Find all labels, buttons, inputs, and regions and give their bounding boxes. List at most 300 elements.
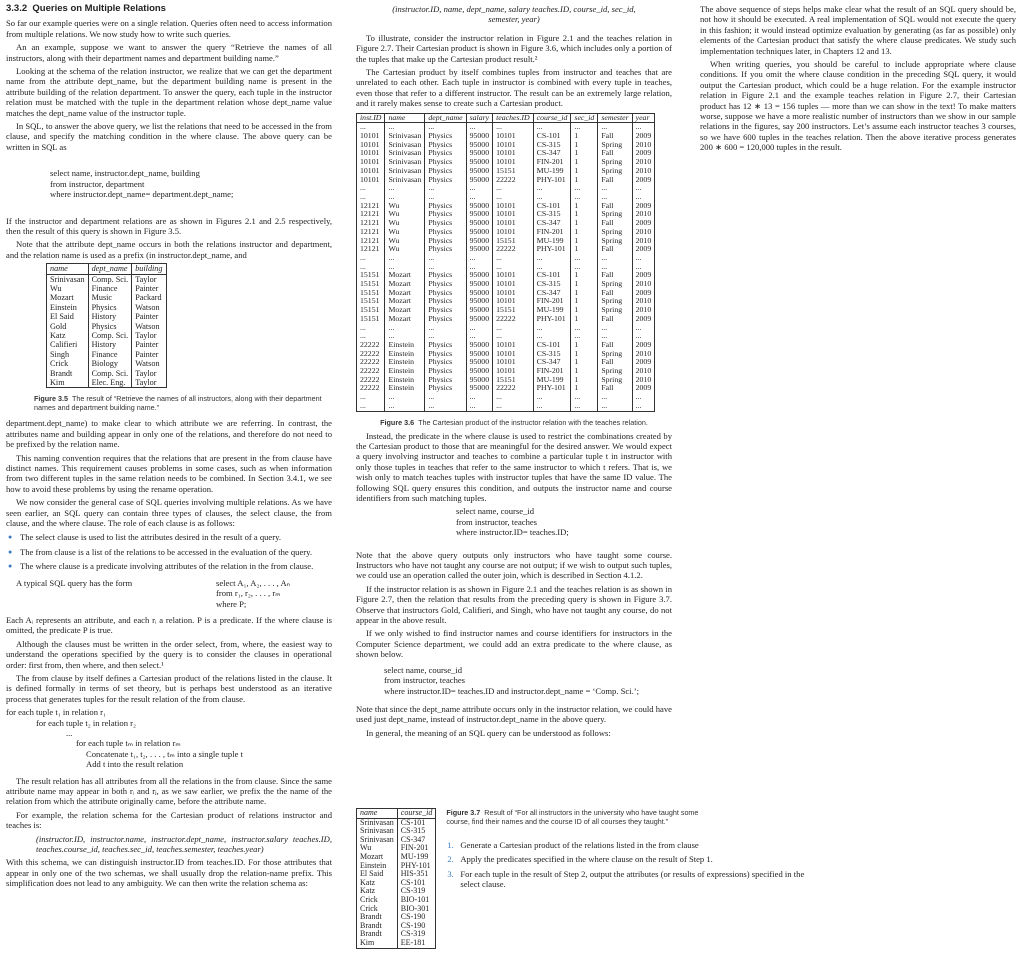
sql-query xyxy=(356,506,672,537)
code-line: from r₁, r₂, . . . , rₘ xyxy=(216,588,281,599)
table-cell: 2010 xyxy=(632,237,655,246)
table-cell: Painter xyxy=(132,284,166,293)
table-cell: ... xyxy=(598,402,632,411)
table-cell: 95000 xyxy=(466,219,493,228)
table-cell: 15151 xyxy=(357,315,385,324)
table-cell: 15151 xyxy=(357,297,385,306)
list-item: 2. Apply the predicates specified in the where clause on the result of Step 1. xyxy=(447,854,713,865)
table-cell: Einstein xyxy=(385,341,425,350)
table-cell: 1 xyxy=(571,384,598,393)
table-cell: ... xyxy=(533,402,571,411)
table-cell: Fall xyxy=(598,315,632,324)
table-cell: 1 xyxy=(571,271,598,280)
paragraph: department.dept_name) to make clear to which attribute we are referring. In contrast, the attributes name and building appear in only one of the relations, and therefore do not need to be prefixed by the relation name. xyxy=(6,418,332,450)
table-cell: Taylor xyxy=(132,331,166,340)
table-cell: ... xyxy=(632,193,655,202)
code-line: Concatenate t₁, t₂, . . . , tₘ into a single tuple t xyxy=(86,748,243,759)
figure-3-5 xyxy=(6,263,332,388)
table-cell: Spring xyxy=(598,158,632,167)
table-cell: Spring xyxy=(598,237,632,246)
table-cell: Biology xyxy=(88,359,132,368)
paragraph: Note that the above query outputs only instructors who have taught some course. Instructors who have not taught any course are not output; if we wish to output such tuples, we could use an operation called the outer join, which is described in Section 4.1.2. xyxy=(356,549,672,581)
table-cell: ... xyxy=(357,184,385,193)
table-cell: Spring xyxy=(598,280,632,289)
table-row xyxy=(357,393,655,402)
table-cell: Katz xyxy=(357,887,398,896)
table-cell: ... xyxy=(466,263,493,272)
table-cell: Physics xyxy=(425,158,466,167)
table-row xyxy=(47,378,167,388)
table-cell: ... xyxy=(598,254,632,263)
table-cell: Packard xyxy=(132,293,166,302)
table-cell: Einstein xyxy=(47,303,89,312)
table-cell: 2009 xyxy=(632,289,655,298)
table-cell: Wu xyxy=(385,228,425,237)
table-row xyxy=(47,322,167,331)
table-cell: 10101 xyxy=(493,280,534,289)
table-row xyxy=(47,369,167,378)
table-row xyxy=(47,331,167,340)
table-cell: FIN-201 xyxy=(533,158,571,167)
table-cell: 95000 xyxy=(466,167,493,176)
table-cell: Wu xyxy=(385,245,425,254)
table-cell: 2010 xyxy=(632,228,655,237)
table-cell: ... xyxy=(357,332,385,341)
figure-3-7-caption: Figure 3.7 Result of “For all instructors in the university who have taught some course, find their names and the course ID of all courses they taught.” xyxy=(446,808,699,826)
table-cell: Physics xyxy=(425,367,466,376)
code-line: select name, instructor.dept_name, building xyxy=(50,168,200,179)
table-cell: Srinivasan xyxy=(385,167,425,176)
table-cell: ... xyxy=(533,123,571,132)
iterative-process xyxy=(6,707,332,769)
table-cell: 1 xyxy=(571,132,598,141)
code-line: for each tuple t₁ in relation r₁ xyxy=(6,707,107,718)
column-header: dept_name xyxy=(425,113,466,123)
table-cell: Physics xyxy=(425,202,466,211)
table-cell: Spring xyxy=(598,167,632,176)
table-cell: BIO-101 xyxy=(397,896,436,905)
table-cell: ... xyxy=(598,393,632,402)
table-cell: ... xyxy=(425,123,466,132)
column-header: course_id xyxy=(533,113,571,123)
table-cell: 10101 xyxy=(357,167,385,176)
table-cell: 1 xyxy=(571,149,598,158)
table-cell: Einstein xyxy=(385,350,425,359)
table-cell: 10101 xyxy=(493,341,534,350)
table-cell: Physics xyxy=(425,341,466,350)
table-cell: 95000 xyxy=(466,210,493,219)
table-cell: 95000 xyxy=(466,315,493,324)
table-cell: CS-101 xyxy=(533,202,571,211)
table-cell: Spring xyxy=(598,141,632,150)
table-cell: ... xyxy=(493,254,534,263)
table-cell: 1 xyxy=(571,315,598,324)
table-cell: Katz xyxy=(47,331,89,340)
table-cell: 95000 xyxy=(466,376,493,385)
table-cell: 10101 xyxy=(493,202,534,211)
paragraph: Each Aᵢ represents an attribute, and each rᵢ a relation. P is a predicate. If the where clause is omitted, the predicate P is true. xyxy=(6,614,332,636)
table-cell: ... xyxy=(571,402,598,411)
code-line: where instructor.ID= teaches.ID; xyxy=(456,527,569,538)
table-cell: Mozart xyxy=(385,289,425,298)
table-cell: Physics xyxy=(425,271,466,280)
table-cell: 2009 xyxy=(632,341,655,350)
table-cell: CS-101 xyxy=(533,132,571,141)
table-cell: 22222 xyxy=(493,176,534,185)
paragraph: With this schema, we can distinguish instructor.ID from teaches.ID. For those attributes that appear in only one of the two schemas, we shall usually drop the relation-name prefix. This simplification does not lead to any ambiguity. We can then write the relation schema as: xyxy=(6,857,332,889)
table-cell: ... xyxy=(493,263,534,272)
code-line: where instructor.ID= teaches.ID and instructor.dept_name = ‘Comp. Sci.’; xyxy=(384,685,640,696)
table-cell: Einstein xyxy=(385,384,425,393)
table-cell: Comp. Sci. xyxy=(88,331,132,340)
table-cell: Mozart xyxy=(47,293,89,302)
table-cell: Mozart xyxy=(385,315,425,324)
table-row xyxy=(47,284,167,293)
paragraph: The result relation has all attributes from all the relations in the from clause. Since the same attribute name may appear in both rᵢ and rⱼ, as we saw earlier, we prefix the the name of the relation from which the attribute originally came, before the attribute name. xyxy=(6,775,332,807)
figure-3-5-table xyxy=(46,263,167,388)
table-cell: CS-315 xyxy=(533,350,571,359)
paragraph: The Cartesian product by itself combines tuples from instructor and teaches that are unrelated to each other. Each tuple in instructor is combined with every tuple in teaches, even those that refer to a different instructor. The result can be an extremely large relation, and it rarely makes sense to create such a Cartesian product. xyxy=(356,67,672,109)
table-row xyxy=(47,274,167,284)
table-cell: 2010 xyxy=(632,210,655,219)
code-line: select name, course_id xyxy=(384,664,463,675)
column-middle xyxy=(356,4,672,741)
code-line: from instructor, department xyxy=(50,178,145,189)
table-cell: 10101 xyxy=(493,297,534,306)
table-cell: 95000 xyxy=(466,176,493,185)
table-cell: ... xyxy=(493,123,534,132)
table-cell: 22222 xyxy=(357,350,385,359)
table-cell: 1 xyxy=(571,341,598,350)
table-cell: Fall xyxy=(598,271,632,280)
table-cell: Kim xyxy=(47,378,89,388)
table-cell: 12121 xyxy=(357,202,385,211)
table-cell: ... xyxy=(632,123,655,132)
table-cell: 95000 xyxy=(466,245,493,254)
table-cell: ... xyxy=(493,184,534,193)
table-cell: Mozart xyxy=(385,297,425,306)
table-cell: PHY-101 xyxy=(397,862,436,871)
table-cell: Brandt xyxy=(47,369,89,378)
column-right xyxy=(700,4,1016,156)
table-cell: 1 xyxy=(571,219,598,228)
table-cell: Srinivasan xyxy=(357,836,398,845)
table-cell: ... xyxy=(466,184,493,193)
table-cell: Srinivasan xyxy=(47,274,89,284)
table-cell: CS-101 xyxy=(397,879,436,888)
table-row xyxy=(357,184,655,193)
table-cell: Kim xyxy=(357,939,398,948)
table-cell: Physics xyxy=(425,219,466,228)
table-cell: MU-199 xyxy=(533,306,571,315)
table-cell: Fall xyxy=(598,358,632,367)
table-cell: 95000 xyxy=(466,289,493,298)
table-cell: Srinivasan xyxy=(357,827,398,836)
table-cell: PHY-101 xyxy=(533,245,571,254)
table-cell: Physics xyxy=(425,384,466,393)
table-cell: Physics xyxy=(425,376,466,385)
table-cell: Physics xyxy=(425,141,466,150)
table-cell: 12121 xyxy=(357,245,385,254)
table-cell: CS-347 xyxy=(533,358,571,367)
table-cell: 95000 xyxy=(466,228,493,237)
table-cell: Crick xyxy=(47,359,89,368)
code-line: Add t into the result relation xyxy=(86,759,184,770)
table-cell: ... xyxy=(493,193,534,202)
table-cell: 1 xyxy=(571,376,598,385)
table-cell: MU-199 xyxy=(533,237,571,246)
paragraph: Looking at the schema of the relation instructor, we realize that we can get the department name from the attribute dept_name, but the department building name is present in the attribute building of the relation department. To answer the query, each tuple in the instructor relation must be matched with the tuple in the department relation whose dept_name value matches the dept_name value of the instructor tuple. xyxy=(6,66,332,118)
code-line: for each tuple tₘ in relation rₘ xyxy=(76,738,181,749)
table-cell: Fall xyxy=(598,289,632,298)
code-line: select A₁, A₂, . . . , Aₙ xyxy=(216,577,291,588)
table-cell: Taylor xyxy=(132,378,166,388)
table-cell: ... xyxy=(385,263,425,272)
table-cell: ... xyxy=(632,254,655,263)
column-header: name xyxy=(47,264,89,274)
table-cell: 10101 xyxy=(493,271,534,280)
table-cell: 2009 xyxy=(632,132,655,141)
figure-3-6-table xyxy=(356,113,655,412)
table-cell: ... xyxy=(571,393,598,402)
table-cell: PHY-101 xyxy=(533,315,571,324)
table-cell: ... xyxy=(571,324,598,333)
table-cell: Spring xyxy=(598,297,632,306)
table-cell: ... xyxy=(385,332,425,341)
table-cell: 1 xyxy=(571,228,598,237)
table-cell: Wu xyxy=(385,237,425,246)
table-row xyxy=(47,312,167,321)
table-cell: Fall xyxy=(598,202,632,211)
table-cell: Painter xyxy=(132,312,166,321)
table-cell: ... xyxy=(466,254,493,263)
table-cell: 10101 xyxy=(493,367,534,376)
paragraph: If we only wished to find instructor names and course identifiers for instructors in the Computer Science department, we could add an extra predicate to the where clause, as shown below. xyxy=(356,628,672,660)
table-cell: 10101 xyxy=(493,219,534,228)
table-cell: Physics xyxy=(88,303,132,312)
table-cell: Srinivasan xyxy=(385,176,425,185)
table-row xyxy=(357,384,655,393)
table-row xyxy=(357,245,655,254)
table-cell: ... xyxy=(598,193,632,202)
table-cell: ... xyxy=(466,193,493,202)
table-cell: 2009 xyxy=(632,315,655,324)
table-cell: 2009 xyxy=(632,202,655,211)
table-cell: 1 xyxy=(571,237,598,246)
table-cell: 15151 xyxy=(357,306,385,315)
table-cell: 22222 xyxy=(357,358,385,367)
table-cell: ... xyxy=(598,324,632,333)
table-cell: ... xyxy=(533,324,571,333)
table-cell: 15151 xyxy=(493,306,534,315)
table-cell: 1 xyxy=(571,202,598,211)
table-cell: ... xyxy=(466,324,493,333)
table-cell: ... xyxy=(425,254,466,263)
table-cell: Physics xyxy=(425,315,466,324)
table-cell: 10101 xyxy=(357,141,385,150)
table-cell: El Said xyxy=(47,312,89,321)
table-row xyxy=(47,350,167,359)
table-cell: 22222 xyxy=(357,384,385,393)
table-row xyxy=(357,176,655,185)
paragraph: Note that since the dept_name attribute occurs only in the instructor relation, we could have used just dept_name, instead of instructor.dept_name in the above query. xyxy=(356,703,672,725)
table-cell: Physics xyxy=(425,149,466,158)
table-cell: 15151 xyxy=(357,271,385,280)
table-cell: Wu xyxy=(357,844,398,853)
table-cell: ... xyxy=(357,254,385,263)
steps-list xyxy=(446,840,810,890)
table-cell: 95000 xyxy=(466,280,493,289)
column-header: year xyxy=(632,113,655,123)
table-cell: ... xyxy=(357,324,385,333)
table-cell: Gold xyxy=(47,322,89,331)
table-cell: Wu xyxy=(385,219,425,228)
table-cell: ... xyxy=(632,184,655,193)
table-cell: HIS-351 xyxy=(397,870,436,879)
table-cell: CS-101 xyxy=(533,271,571,280)
table-cell: 95000 xyxy=(466,202,493,211)
column-header: name xyxy=(357,809,398,819)
table-cell: 1 xyxy=(571,306,598,315)
table-cell: Katz xyxy=(357,879,398,888)
code-line: for each tuple t₂ in relation r₂ xyxy=(36,717,137,728)
table-cell: Einstein xyxy=(385,376,425,385)
table-cell: Brandt xyxy=(357,930,398,939)
list-item: ● The select clause is used to list the attributes desired in the result of a query. xyxy=(20,532,332,542)
table-cell: 10101 xyxy=(493,358,534,367)
paragraph: Although the clauses must be written in the order select, from, where, the easiest way to understand the operations specified by the query is to consider the clauses in operational order: first from, then where, and then select.¹ xyxy=(6,638,332,670)
table-cell: MU-199 xyxy=(533,376,571,385)
table-cell: 2010 xyxy=(632,367,655,376)
table-cell: Spring xyxy=(598,376,632,385)
table-cell: ... xyxy=(466,123,493,132)
figure-3-7-block xyxy=(356,808,805,949)
table-cell: ... xyxy=(598,184,632,193)
table-cell: PHY-101 xyxy=(533,384,571,393)
figure-3-6 xyxy=(356,113,672,412)
table-cell: 10101 xyxy=(493,149,534,158)
table-cell: 10101 xyxy=(493,228,534,237)
table-cell: 1 xyxy=(571,176,598,185)
table-cell: 10101 xyxy=(493,350,534,359)
table-cell: CS-315 xyxy=(397,827,436,836)
table-cell: ... xyxy=(493,402,534,411)
table-cell: 15151 xyxy=(357,289,385,298)
table-cell: Srinivasan xyxy=(385,132,425,141)
table-cell: 22222 xyxy=(493,315,534,324)
table-cell: CS-319 xyxy=(397,887,436,896)
table-cell: 2010 xyxy=(632,141,655,150)
table-cell: ... xyxy=(533,263,571,272)
table-cell: Physics xyxy=(425,176,466,185)
paragraph: For example, the relation schema for the Cartesian product of relations instructor and teaches is: xyxy=(6,809,332,831)
table-cell: Spring xyxy=(598,228,632,237)
table-cell: 1 xyxy=(571,289,598,298)
table-cell: Spring xyxy=(598,367,632,376)
table-cell: Wu xyxy=(385,210,425,219)
table-cell: CS-190 xyxy=(397,922,436,931)
table-cell: Physics xyxy=(425,245,466,254)
table-cell: 95000 xyxy=(466,132,493,141)
table-row xyxy=(357,324,655,333)
table-row xyxy=(357,939,436,948)
schema: (instructor.ID, name, dept_name, salary teaches.ID, course_id, sec_id, semester, year) xyxy=(392,4,636,25)
table-cell: 2009 xyxy=(632,149,655,158)
table-cell: Physics xyxy=(425,297,466,306)
table-cell: CS-347 xyxy=(397,836,436,845)
table-cell: Srinivasan xyxy=(385,158,425,167)
table-cell: 95000 xyxy=(466,367,493,376)
table-cell: 1 xyxy=(571,158,598,167)
table-cell: Spring xyxy=(598,210,632,219)
column-header: semester xyxy=(598,113,632,123)
paragraph: If the instructor relation is as shown in Figure 2.1 and the teaches relation is as shown in Figure 2.7, then the relation that results from the preceding query is shown in Figure 3.7. Observe that instructors Gold, Califieri, and Singh, who have not taught any course, do not appear in the above result. xyxy=(356,583,672,626)
table-cell: ... xyxy=(632,332,655,341)
table-cell: 22222 xyxy=(357,367,385,376)
table-cell: Music xyxy=(88,293,132,302)
table-cell: Comp. Sci. xyxy=(88,369,132,378)
table-cell: ... xyxy=(425,324,466,333)
table-row xyxy=(357,402,655,411)
table-cell: ... xyxy=(425,193,466,202)
table-cell: Elec. Eng. xyxy=(88,378,132,388)
table-cell: 2010 xyxy=(632,306,655,315)
table-cell: Wu xyxy=(385,202,425,211)
table-cell: 1 xyxy=(571,167,598,176)
table-cell: ... xyxy=(632,324,655,333)
table-cell: ... xyxy=(385,402,425,411)
table-cell: ... xyxy=(632,263,655,272)
table-cell: Fall xyxy=(598,149,632,158)
table-cell: 2009 xyxy=(632,176,655,185)
code-line: where P; xyxy=(216,598,247,609)
table-cell: CS-315 xyxy=(533,141,571,150)
table-cell: Taylor xyxy=(132,274,166,284)
figure-3-7-table xyxy=(356,808,436,949)
table-cell: Physics xyxy=(425,167,466,176)
table-cell: CS-347 xyxy=(533,149,571,158)
table-cell: Mozart xyxy=(357,853,398,862)
table-cell: ... xyxy=(571,123,598,132)
section-heading: 3.3.2 Queries on Multiple Relations xyxy=(6,4,166,14)
table-cell: 2009 xyxy=(632,384,655,393)
table-cell: CS-101 xyxy=(533,341,571,350)
sql-query xyxy=(356,665,672,696)
table-cell: 2009 xyxy=(632,358,655,367)
table-cell: Fall xyxy=(598,341,632,350)
table-cell: FIN-201 xyxy=(533,228,571,237)
table-cell: Einstein xyxy=(357,862,398,871)
table-cell: 1 xyxy=(571,358,598,367)
paragraph: The above sequence of steps helps make clear what the result of an SQL query should be, not how it should be executed. A real implementation of SQL would not execute the query in this fashion; it would instead optimize evaluation by generating (as far as possible) only elements of the Cartesian product that satisfy the where clause predicates. We study such implementation techniques later, in Chapters 12 and 13. xyxy=(700,4,1016,56)
table-cell: 95000 xyxy=(466,141,493,150)
table-cell: ... xyxy=(385,254,425,263)
table-cell: 10101 xyxy=(493,132,534,141)
clause-list xyxy=(6,532,332,571)
sql-query xyxy=(6,168,332,199)
table-cell: 2009 xyxy=(632,219,655,228)
table-cell: ... xyxy=(598,332,632,341)
table-cell: 22222 xyxy=(493,245,534,254)
table-cell: ... xyxy=(466,332,493,341)
table-cell: Spring xyxy=(598,350,632,359)
table-cell: FIN-201 xyxy=(533,297,571,306)
table-cell: 12121 xyxy=(357,228,385,237)
table-cell: ... xyxy=(493,324,534,333)
table-cell: Brandt xyxy=(357,913,398,922)
column-header: salary xyxy=(466,113,493,123)
code-line: ... xyxy=(66,727,73,738)
